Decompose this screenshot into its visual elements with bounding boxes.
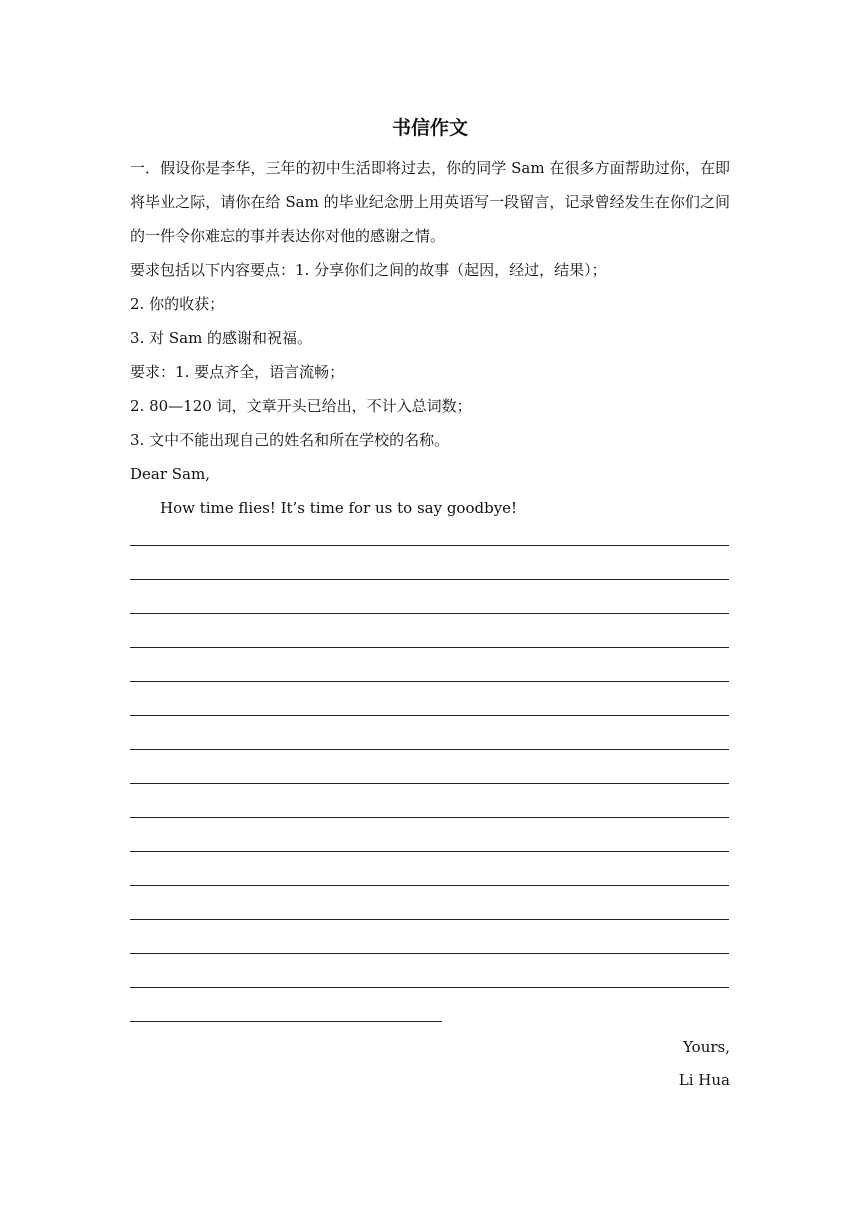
writing-line [130, 783, 729, 784]
writing-line [130, 681, 729, 682]
signature: Li Hua [678, 1071, 730, 1089]
prompt-requirement-3: 3. 文中不能出现自己的姓名和所在学校的名称。 [130, 431, 450, 449]
prompt-requirement-1: 要求：1. 要点齐全，语言流畅； [130, 363, 345, 381]
writing-line [130, 987, 729, 988]
writing-line [130, 579, 729, 580]
writing-line [130, 851, 729, 852]
prompt-section [130, 151, 730, 525]
writing-line [130, 953, 729, 954]
writing-line [130, 919, 729, 920]
letter-greeting: Dear Sam, [130, 465, 210, 483]
writing-line [130, 715, 729, 716]
writing-line [130, 545, 729, 546]
writing-line [130, 647, 729, 648]
writing-line [130, 817, 729, 818]
prompt-point-2: 2. 你的收获； [130, 295, 225, 313]
writing-lines [130, 545, 729, 1055]
prompt-requirement-2: 2. 80—120 词，文章开头已给出，不计入总词数； [130, 397, 472, 415]
writing-line-short [130, 1021, 442, 1022]
writing-line [130, 885, 729, 886]
writing-line [130, 749, 729, 750]
closing-phrase: Yours, [683, 1038, 730, 1056]
prompt-paragraph-task: 一．假设你是李华，三年的初中生活即将过去，你的同学 Sam 在很多方面帮助过你，在即将毕业之际，请你在给 Sam 的毕业纪念册上用英语写一段留言，记录曾经发生在你们之间的一件令你难忘的事并表达你对他的感谢之情。 [130, 159, 730, 245]
page-title: 书信作文 [391, 117, 468, 139]
writing-line [130, 613, 729, 614]
letter-opening-sentence: How time flies! It’s time for us to say goodbye! [160, 499, 518, 517]
letter-closing [679, 1031, 730, 1097]
prompt-point-3: 3. 对 Sam 的感谢和祝福。 [130, 329, 313, 347]
prompt-requirement-points: 要求包括以下内容要点：1. 分享你们之间的故事（起因，经过，结果）； [130, 261, 607, 279]
